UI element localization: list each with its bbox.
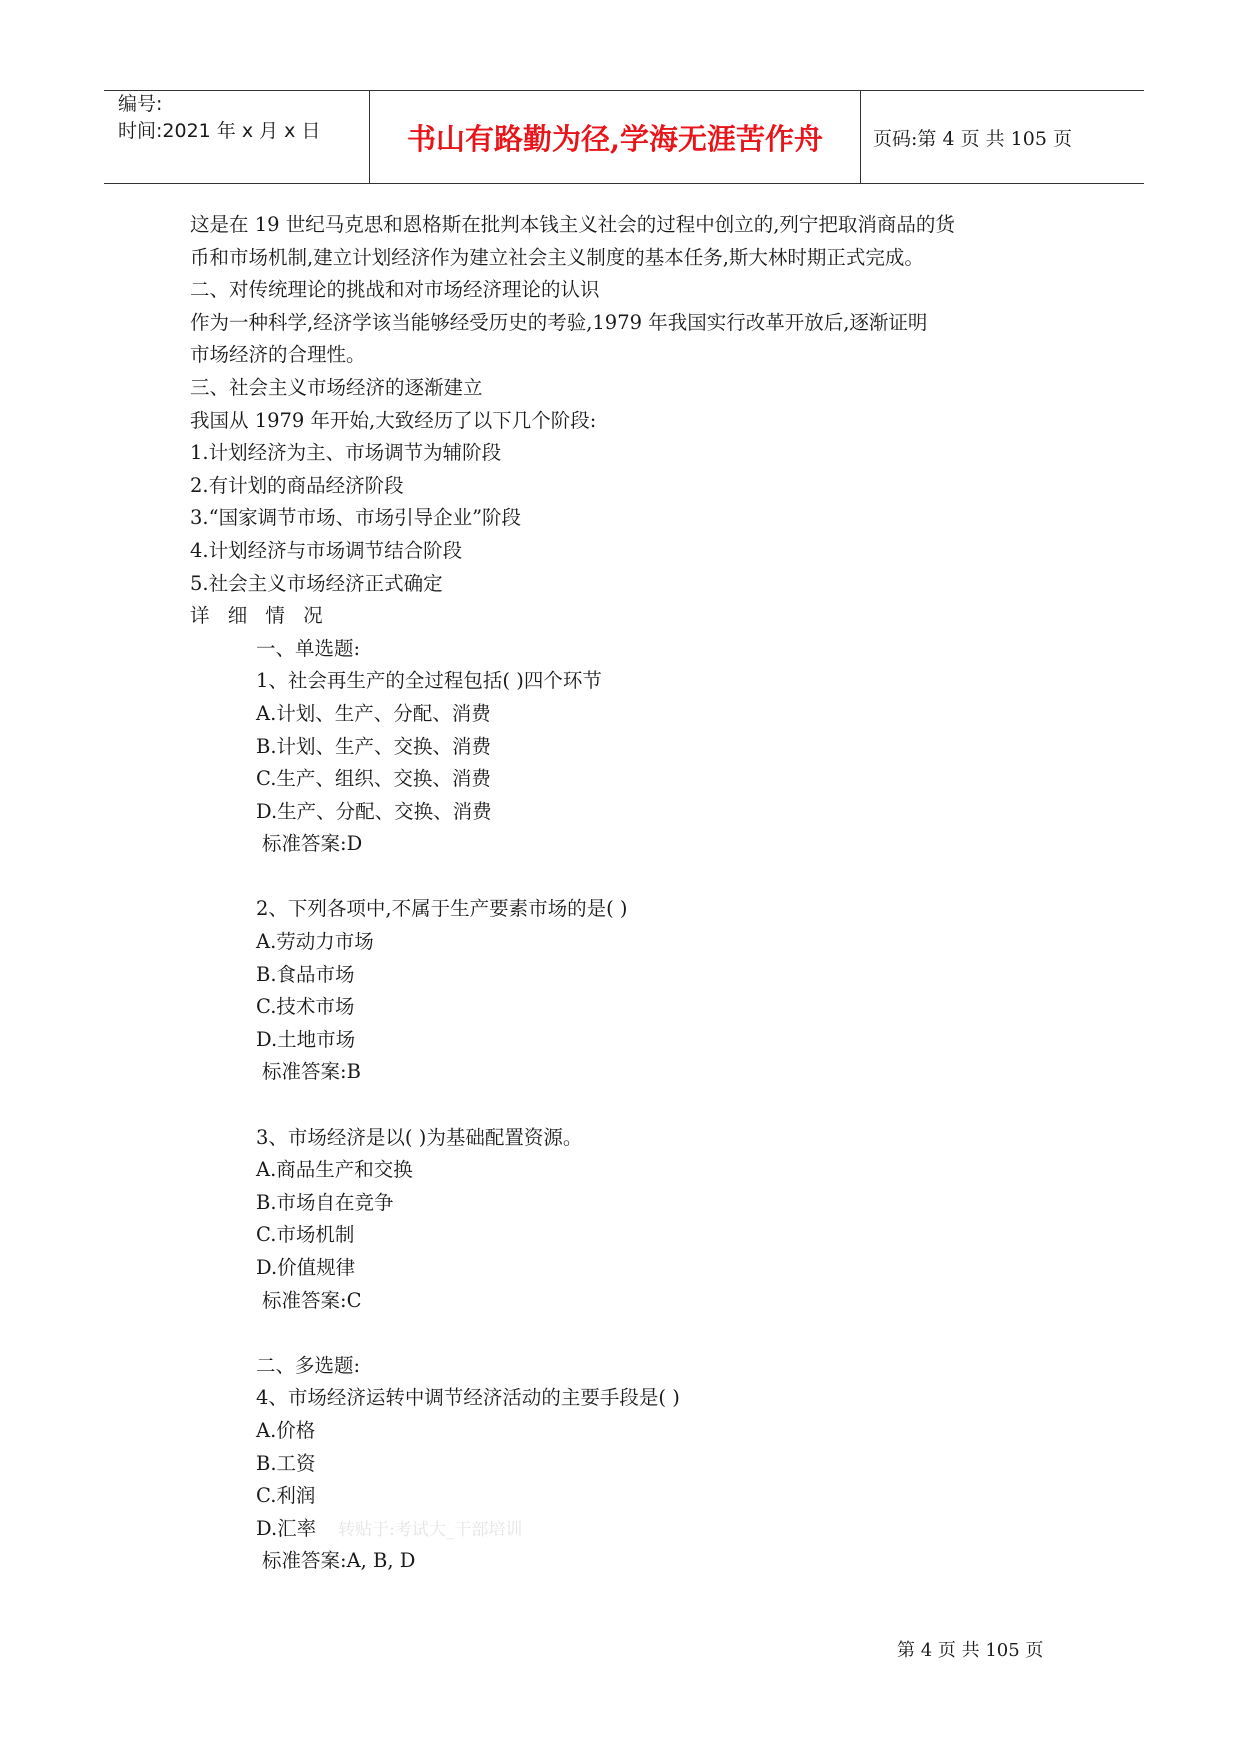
- option-c: C.生产、组织、交换、消费: [256, 767, 491, 791]
- option-d: D.土地市场: [256, 1027, 356, 1051]
- spacer: [190, 1089, 1070, 1122]
- question-1: 1、社会再生产的全过程包括( )四个环节: [256, 669, 602, 693]
- section-heading: 三、社会主义市场经济的逐渐建立: [190, 375, 483, 399]
- answer-2: 标准答案:B: [262, 1060, 361, 1084]
- option-d: D.生产、分配、交换、消费: [256, 799, 492, 823]
- question-2: 2、下列各项中,不属于生产要素市场的是( ): [256, 897, 628, 921]
- option-d-line: [190, 1513, 1070, 1546]
- details-label: 详 细 情 况: [190, 604, 329, 628]
- stage-item: 2.有计划的商品经济阶段: [190, 473, 404, 497]
- option-d: D.汇率: [256, 1516, 317, 1540]
- intro-line: 市场经济的合理性。: [190, 343, 366, 367]
- stage-item: 4.计划经济与市场调节结合阶段: [190, 538, 463, 562]
- intro-line: 作为一种科学,经济学该当能够经受历史的考验,1979 年我国实行改革开放后,逐渐证明: [190, 310, 928, 334]
- spacer: [190, 861, 1070, 894]
- answer-4: 标准答案:A, B, D: [262, 1549, 416, 1573]
- header-page-code: 页码:第 4 页 共 105 页: [873, 127, 1072, 150]
- option-a: A.劳动力市场: [256, 930, 374, 954]
- option-a: A.计划、生产、分配、消费: [256, 701, 491, 725]
- intro-line: 这是在 19 世纪马克思和恩格斯在批判本钱主义社会的过程中创立的,列宁把取消商品的货: [190, 213, 955, 236]
- option-c: C.市场机制: [256, 1223, 355, 1247]
- option-d: D.价值规律: [256, 1256, 356, 1279]
- section-single-choice: 一、单选题:: [256, 636, 361, 660]
- intro-line: 币和市场机制,建立计划经济作为建立社会主义制度的基本任务,斯大林时期正式完成。: [190, 245, 924, 269]
- option-b: B.工资: [256, 1451, 316, 1475]
- stage-item: 5.社会主义市场经济正式确定: [190, 571, 443, 595]
- document-body: [190, 209, 1070, 1578]
- header-table: [104, 90, 1144, 184]
- answer-1: 标准答案:D: [262, 832, 363, 856]
- question-3: 3、市场经济是以( )为基础配置资源。: [256, 1125, 583, 1149]
- option-c: C.利润: [256, 1484, 316, 1508]
- option-b: B.计划、生产、交换、消费: [256, 734, 492, 758]
- option-b: B.市场自在竞争: [256, 1190, 394, 1214]
- watermark-text: 转贴于:考试大_干部培训: [338, 1519, 523, 1540]
- header-left-cell: [104, 91, 370, 183]
- spacer: [190, 1317, 1070, 1350]
- number-label: 编号:: [118, 93, 163, 115]
- answer-3: 标准答案:C: [262, 1288, 362, 1312]
- page-footer: 第 4 页 共 105 页: [897, 1640, 1044, 1661]
- section-multi-choice: 二、多选题:: [256, 1353, 361, 1377]
- section-heading: 二、对传统理论的挑战和对市场经济理论的认识: [190, 278, 600, 302]
- intro-line: 我国从 1979 年开始,大致经历了以下几个阶段:: [190, 408, 597, 432]
- question-4: 4、市场经济运转中调节经济活动的主要手段是( ): [256, 1386, 680, 1410]
- option-b: B.食品市场: [256, 962, 355, 986]
- stage-item: 1.计划经济为主、市场调节为辅阶段: [190, 441, 502, 465]
- option-a: A.商品生产和交换: [256, 1158, 413, 1182]
- header-motto: 书山有路勤为径,学海无涯苦作舟: [370, 91, 861, 183]
- option-c: C.技术市场: [256, 995, 355, 1019]
- option-a: A.价格: [256, 1418, 316, 1442]
- stage-item: 3.“国家调节市场、市场引导企业”阶段: [190, 506, 522, 530]
- time-label: 时间:2021 年 x 月 x 日: [118, 120, 321, 142]
